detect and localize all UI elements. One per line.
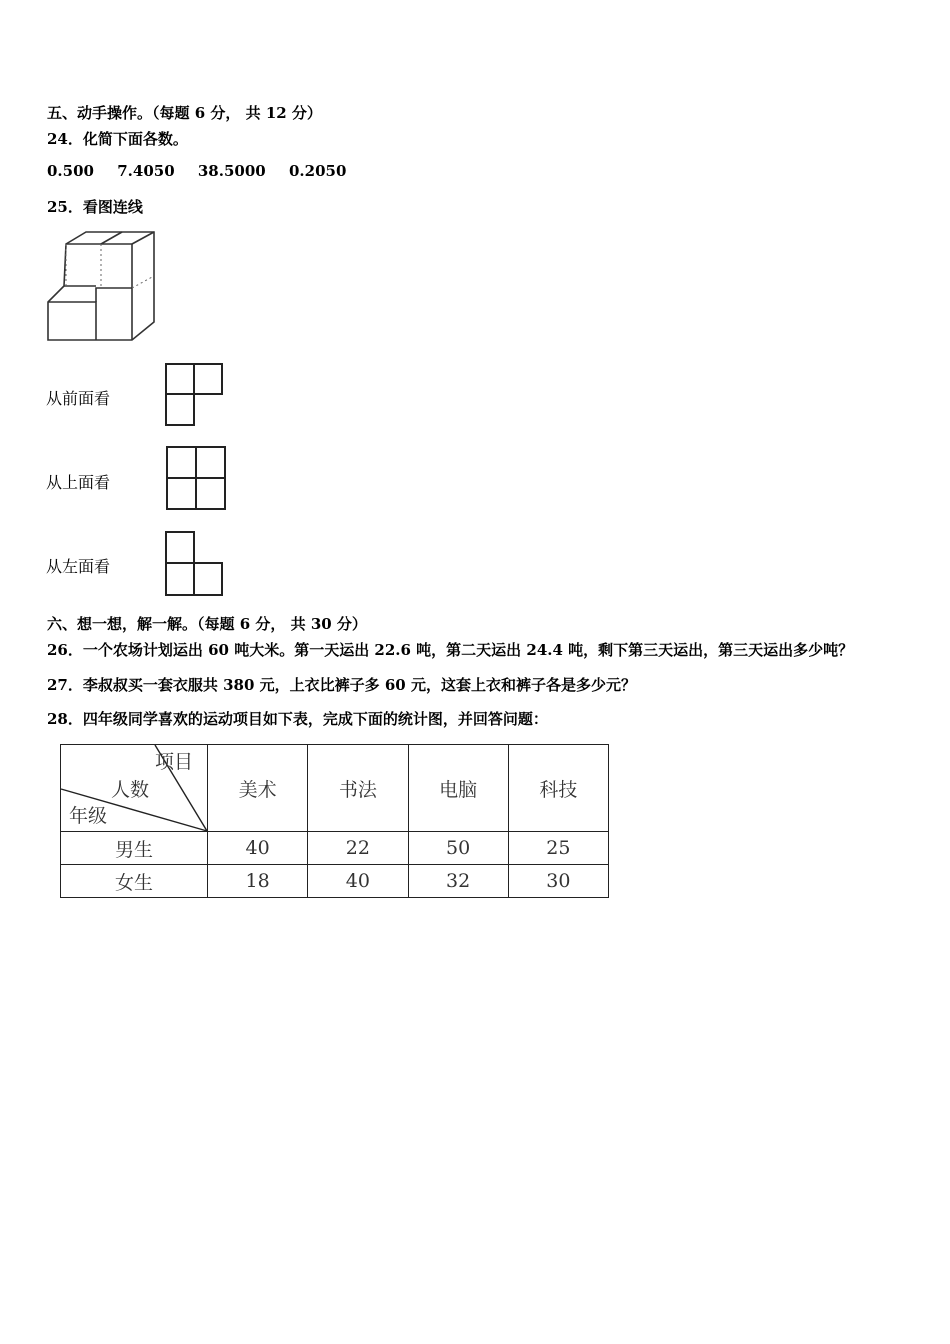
front-view-figure: [164, 362, 224, 428]
top-view-figure: [165, 445, 227, 511]
q24-title: 24．化简下面各数。: [47, 130, 188, 148]
left-view-figure: [164, 530, 224, 598]
row-label: 女生: [61, 865, 208, 898]
column-header: 书法: [308, 745, 408, 832]
table-cell: 32: [408, 865, 508, 898]
view-label-left: 从左面看: [46, 557, 111, 576]
corner-project-label: 项目: [154, 751, 193, 773]
number-item: 0.500: [47, 162, 94, 180]
column-header: 美术: [208, 745, 308, 832]
sports-table: [60, 744, 609, 896]
section5-heading: 五、动手操作。（每题 6 分， 共 12 分）: [47, 104, 322, 122]
q27-text: 27．李叔叔买一套衣服共 380 元，上衣比裤子多 60 元，这套上衣和裤子各是多少元？: [47, 676, 636, 694]
table-cell: 30: [508, 865, 608, 898]
number-item: 0.2050: [288, 162, 347, 180]
table-cell: 50: [408, 832, 508, 865]
row-label: 男生: [61, 832, 208, 865]
corner-grade-label: 年级: [69, 805, 108, 827]
cube-solid-figure: [46, 228, 158, 344]
number-item: 7.4050: [117, 162, 175, 180]
table-corner-cell: [61, 745, 208, 832]
table-cell: 40: [308, 865, 408, 898]
column-header: 电脑: [408, 745, 508, 832]
table-header-row: [61, 745, 609, 832]
table-cell: 22: [308, 832, 408, 865]
view-label-front: 从前面看: [46, 389, 111, 408]
corner-count-label: 人数: [111, 779, 150, 801]
q25-title: 25．看图连线: [47, 198, 143, 216]
number-item: 38.5000: [197, 162, 266, 180]
q28-text: 28．四年级同学喜欢的运动项目如下表，完成下面的统计图，并回答问题：: [47, 710, 548, 728]
table-row: [61, 865, 609, 898]
view-label-top: 从上面看: [46, 473, 111, 492]
table-cell: 40: [208, 832, 308, 865]
table-cell: 18: [208, 865, 308, 898]
section6-heading: 六、想一想，解一解。（每题 6 分， 共 30 分）: [47, 615, 367, 633]
column-header: 科技: [508, 745, 608, 832]
q26-text: 26．一个农场计划运出 60 吨大米。第一天运出 22.6 吨，第二天运出 24.4 吨，剩下第三天运出，第三天运出多少吨？: [47, 641, 854, 659]
table-cell: 25: [508, 832, 608, 865]
table-row: [61, 832, 609, 865]
q24-numbers: [47, 162, 364, 180]
